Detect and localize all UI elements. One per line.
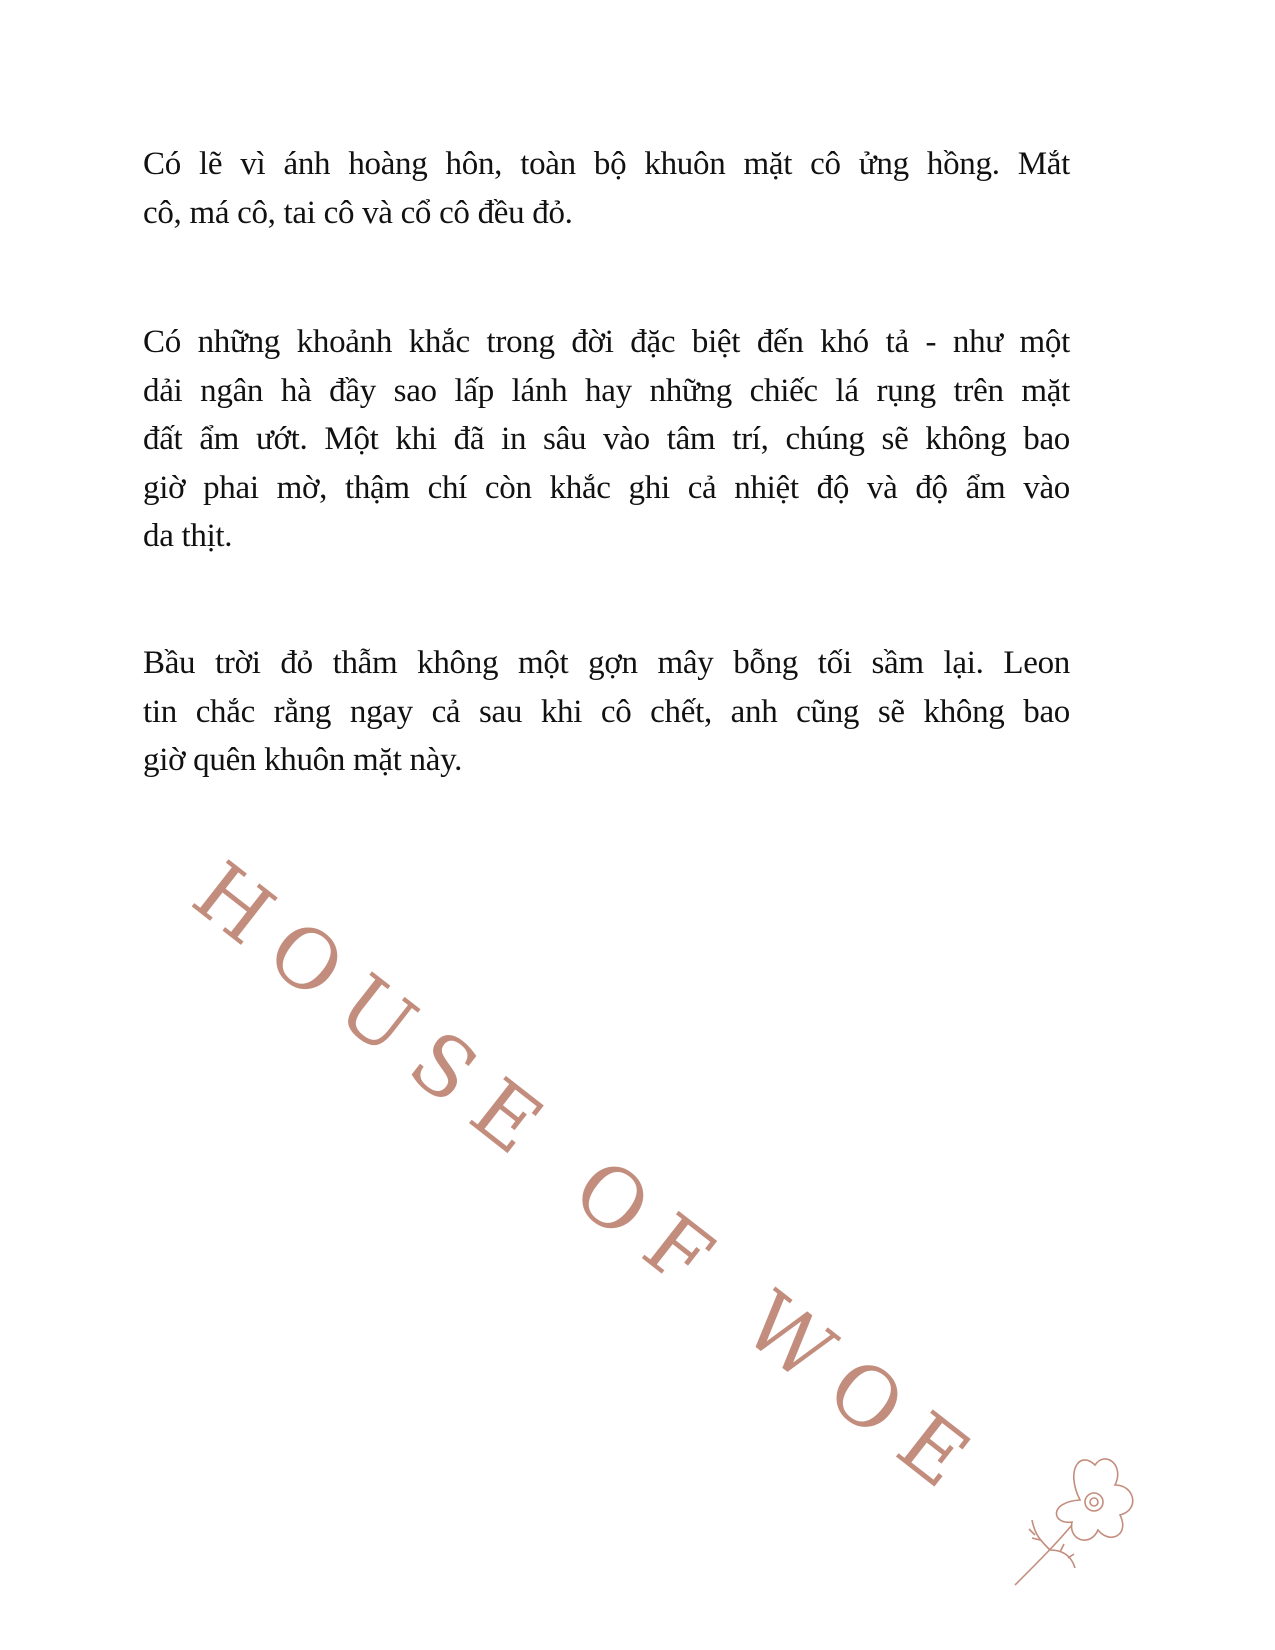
text-line: tin chắc rằng ngay cả sau khi cô chết, anh cũng sẽ không bao — [143, 693, 1070, 730]
text-line: Có những khoảnh khắc trong đời đặc biệt đến khó tả - như một — [143, 324, 1070, 360]
flower-watermark-icon — [1010, 1440, 1150, 1590]
paragraph-3 — [143, 639, 1070, 785]
text-line: giờ quên khuôn mặt này. — [143, 742, 463, 778]
text-line: giờ phai mờ, thậm chí còn khắc ghi cả nhiệt độ và độ ẩm vào — [143, 469, 1070, 506]
text-line: đất ẩm ướt. Một khi đã in sâu vào tâm trí, chúng sẽ không bao — [143, 421, 1070, 457]
text-line: cô, má cô, tai cô và cổ cô đều đỏ. — [143, 194, 573, 231]
watermark-text: HOUSE OF WOE — [175, 844, 1004, 1520]
text-line: dải ngân hà đầy sao lấp lánh hay những chiếc lá rụng trên mặt — [143, 372, 1070, 409]
text-line: Có lẽ vì ánh hoàng hôn, toàn bộ khuôn mặt cô ửng hồng. Mắt — [143, 146, 1070, 182]
text-line: Bầu trời đỏ thẫm không một gợn mây bỗng tối sầm lại. Leon — [143, 645, 1070, 681]
paragraph-1 — [143, 140, 1070, 237]
text-line: da thịt. — [143, 518, 233, 554]
paragraph-2 — [143, 318, 1070, 561]
